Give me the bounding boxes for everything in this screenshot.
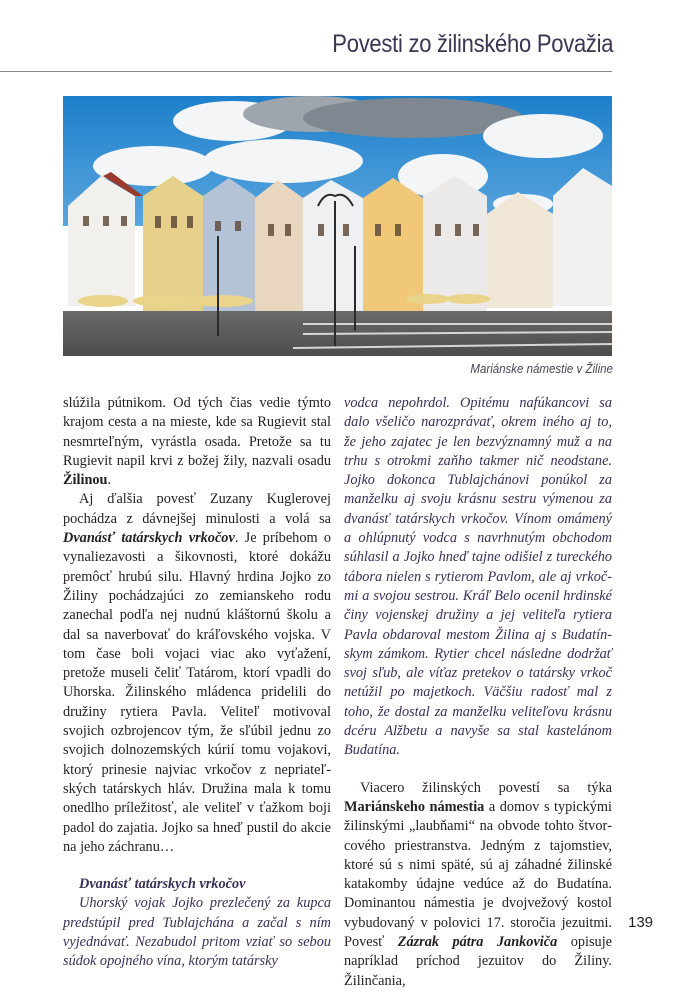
paragraph-end: . [107,472,112,489]
bold-term: Žilinou [63,472,108,489]
legend-title: Dvanásť tatárskych vrkočov [63,530,235,547]
paragraph [344,779,612,991]
paragraph-text: slúžila pútnikom. Od tých čias vedie týmto krajom cesta a na mieste, kde sa Rugievit stal nesmrteľným, vyrástla osada. Pretože sa tu Rugievit napil krvi z božej žily, nazvali osadu [63,395,331,469]
excerpt-text-continued: vodca nepohrdol. Opitému nafúkancovi sa dalo všeličo narozprávať, okrem iného aj to, že jeho zajatec je len bezvýznamný muž a na trhu s otrokmi zaňho takmer nič neodstane. Jojko dokonca Tublajchánovi ponúkol za manželku aj svoju krásnu sestru výmenou za dvanásť tatárskych vrkočov. Vínom omámený a ohlúpnutý vodca s navrhnutým obchodom súhlasil a Jojko hneď tajne odišiel z tureckého tábora nielen s rytierom Pavlom, ale aj vrkočmi a svojou sestrou. Kráľ Belo ocenil hrdinské činy vojenskej družiny a jej veliteľa rytiera Pavla obdaroval mestom Žilina aj s Budatínskym zámkom. Rytier chcel následne dodržať svoj sľub, ale víťaz pretekov o tatársky vrkoč netúžil po majetkoch. Väčšiu radosť mal z toho, že dostal za manželku veliteľovu krásnu dcéru Alžbetu a navyše sa stal kastelánom Budatína. [344,395,612,759]
town-square-photo [63,96,612,356]
running-head-title: Povesti zo žilinského Považia [332,30,613,58]
legend-title: Zázrak pátra Jankoviča [397,934,558,951]
paragraph-text: opisuje napríklad príchod jezuitov do Žiliny. Žilinčania, [344,934,613,989]
paragraph-text: . Je príbehom o vynaliezavosti a šikovnosti, ktoré dokážu premôcť hrubú silu. Hlavný hrdina Jojko zo Žiliny pochádzajúci zo zemianskeho rodu zanechal podľa nej nudnú kláštornú školu a dal sa naverbovať do kráľovského vojska. V tom čase boli vojaci viac ako vyťažení, pretože museli čeliť Tatárom, ktorí vpadli do Uhorska. Žilinského mládenca pridelili do družiny rytiera Pavla. Veliteľ motivoval svojich ozbrojencov tým, že sľúbil jednu zo svojich dolnozemských kúrií tomu vojakovi, ktorý prinesie najviac vrkočov z nepriateľských tatárskych hláv. Družina mala k tomu onedlho príležitosť, ale veliteľ v ťažkom boji padol do zajatia. Jojko sa hneď pustil do akcie na jeho záchranu… [63,530,331,855]
excerpt-heading: Dvanásť tatárskych vrkočov [79,876,246,893]
page-number: 139 [628,914,654,931]
text-column-right [344,394,612,991]
header-divider [0,71,612,72]
paragraph [63,490,331,857]
photo-caption: Mariánske námestie v Žiline [470,362,613,376]
paragraph-text: Aj ďalšia povesť Zuzany Kuglerovej pochádza z dávnejšej minulosti a volá sa [63,491,331,527]
text-column-left [63,394,331,972]
bold-term: Mariánskeho námestia [344,798,485,815]
paragraph [63,394,331,490]
paragraph-text: Viacero žilinských povestí sa týka [360,779,612,796]
excerpt-text: Uhorský vojak Jojko prezlečený za kupca predstúpil pred Tublajchána a začal s ním vyjednávať. Nezabudol pritom vziať so sebou súdok opojného vína, ktorým tatársky [63,895,331,970]
photo-illustration [63,96,612,356]
paragraph-text: a domov s typickými žilinskými „laubňami“ na obvode tohto štvorcového priestranstva. Jedným z tajomstiev, ktoré sú s nimi späté, sú aj záhadné žilinské katakomby údajne vedúce až do Budatína. Dominantou námestia je dvojvežový kostol vybudovaný v polovici 17. storočia jezuitmi. Povesť [344,798,612,951]
